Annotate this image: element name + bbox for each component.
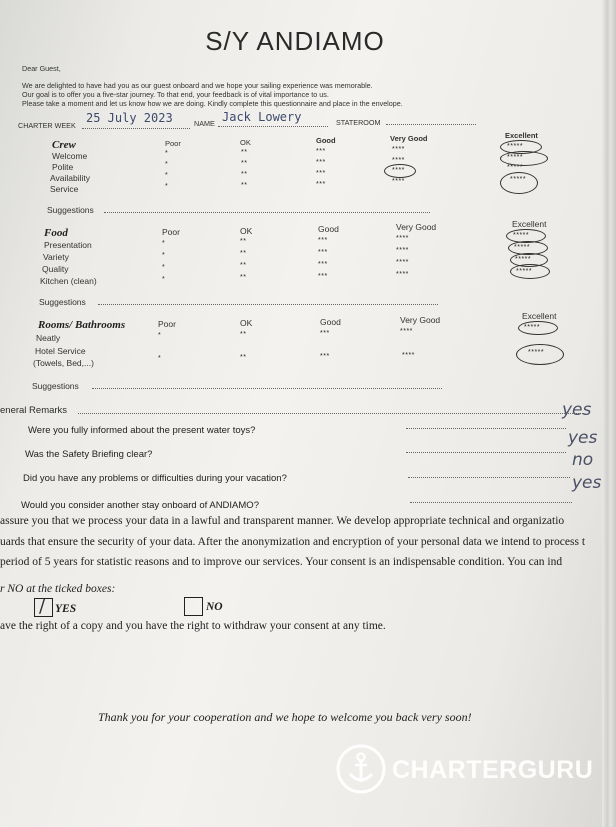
rooms-header-poor: Poor xyxy=(158,319,176,329)
crew-section-title: Crew xyxy=(52,139,76,151)
crew-item: Welcome xyxy=(52,151,88,161)
rating-excellent: ***** xyxy=(507,143,524,150)
rating-poor: * xyxy=(162,240,166,247)
food-item: Quality xyxy=(42,264,69,274)
rating-excellent: ***** xyxy=(516,268,533,275)
greeting: Dear Guest, xyxy=(22,64,61,73)
general-remarks-line[interactable] xyxy=(78,413,583,414)
rating-very-good: **** xyxy=(392,167,405,174)
rating-very-good: **** xyxy=(396,247,409,254)
rating-poor: * xyxy=(165,161,169,168)
rating-poor: * xyxy=(165,183,169,190)
rating-very-good: **** xyxy=(396,271,409,278)
crew-header-poor: Poor xyxy=(165,139,181,148)
rating-ok: ** xyxy=(241,160,248,167)
question-text: Was the Safety Briefing clear? xyxy=(25,449,153,460)
food-item: Presentation xyxy=(44,240,92,250)
paper-stack-edge xyxy=(602,0,616,827)
food-item: Kitchen (clean) xyxy=(40,276,97,286)
yes-label: YES xyxy=(55,603,77,615)
name-label: NAME xyxy=(194,119,215,128)
crew-suggestions-line[interactable] xyxy=(104,212,430,213)
rating-ok: ** xyxy=(240,250,247,257)
rating-very-good: **** xyxy=(396,235,409,242)
page-title: S/Y ANDIAMO xyxy=(205,26,385,56)
stateroom-line xyxy=(386,124,476,125)
rating-ok: ** xyxy=(240,238,247,245)
food-header-very-good: Very Good xyxy=(396,222,437,232)
rating-excellent: ***** xyxy=(515,256,532,263)
rating-good: *** xyxy=(318,237,328,244)
name-value: Jack Lowery xyxy=(222,110,302,124)
rating-very-good: **** xyxy=(392,178,405,185)
rating-ok: ** xyxy=(241,171,248,178)
rating-excellent: ***** xyxy=(514,244,531,251)
rating-excellent: ***** xyxy=(507,154,524,161)
selection-circle xyxy=(510,264,550,279)
rating-poor: * xyxy=(165,172,169,179)
watermark-text: CHARTERGURU xyxy=(392,756,594,784)
rating-poor: * xyxy=(162,264,166,271)
crew-item: Service xyxy=(50,184,79,194)
food-header-good: Good xyxy=(318,224,339,234)
intro-line: Our goal is to offer you a five-star journey. To that end, your feedback is of vital importance to us. xyxy=(22,90,329,99)
rating-ok: ** xyxy=(240,262,247,269)
rating-poor: * xyxy=(158,332,162,339)
rating-good: *** xyxy=(318,273,328,280)
rating-poor: * xyxy=(165,150,169,157)
rating-ok: ** xyxy=(240,331,247,338)
rating-good: *** xyxy=(318,261,328,268)
rooms-item: Hotel Service xyxy=(35,346,86,356)
privacy-text: uards that ensure the security of your data. After the anonymization and encryption of your personal data we intend to process t xyxy=(0,536,586,548)
rating-very-good: **** xyxy=(400,328,413,335)
rating-good: *** xyxy=(320,330,330,337)
question-text: Would you consider another stay onboard of ANDIAMO? xyxy=(21,500,259,511)
answer-line[interactable] xyxy=(406,428,566,429)
selection-circle xyxy=(518,321,558,335)
answer-line[interactable] xyxy=(406,452,566,453)
answer-text: yes xyxy=(562,400,592,420)
crew-header-very-good: Very Good xyxy=(390,134,428,143)
rooms-header-very-good: Very Good xyxy=(400,315,441,325)
no-checkbox[interactable] xyxy=(184,597,203,616)
rooms-item: Neatly xyxy=(36,333,61,343)
food-suggestions-line[interactable] xyxy=(98,304,438,305)
yes-checkbox[interactable] xyxy=(34,598,53,617)
food-header-poor: Poor xyxy=(162,227,180,237)
food-item: Variety xyxy=(43,252,69,262)
anchor-logo-icon xyxy=(336,744,386,794)
rating-poor: * xyxy=(162,276,166,283)
stateroom-label: STATEROOM xyxy=(336,118,381,127)
privacy-text: assure you that we process your data in a lawful and transparent manner. We develop appropriate technical and organizatio xyxy=(0,515,565,527)
rating-excellent: ***** xyxy=(510,176,527,183)
rooms-header-ok: OK xyxy=(240,318,253,328)
rooms-suggestions-label: Suggestions xyxy=(32,381,79,391)
rooms-item: (Towels, Bed,...) xyxy=(33,358,94,368)
food-suggestions-label: Suggestions xyxy=(39,297,86,307)
rooms-suggestions-line[interactable] xyxy=(92,388,442,389)
charter-week-label: CHARTER WEEK xyxy=(18,121,76,130)
name-line xyxy=(218,126,328,127)
intro-line: We are delighted to have had you as our guest onboard and we hope your sailing experience was memorable. xyxy=(22,81,373,90)
rating-good: *** xyxy=(316,159,326,166)
rating-excellent: ***** xyxy=(528,349,545,356)
selection-circle xyxy=(384,164,416,178)
rating-good: *** xyxy=(316,170,326,177)
rooms-header-good: Good xyxy=(320,317,341,327)
rating-good: *** xyxy=(316,181,326,188)
no-label: NO xyxy=(206,601,223,613)
rating-excellent: ***** xyxy=(524,324,541,331)
crew-item: Polite xyxy=(52,162,74,172)
selection-circle xyxy=(500,151,548,166)
selection-circle xyxy=(500,172,538,194)
question-text: Did you have any problems or difficulties during your vacation? xyxy=(23,473,287,484)
answer-line[interactable] xyxy=(410,502,572,503)
food-header-ok: OK xyxy=(240,226,253,236)
rating-poor: * xyxy=(162,252,166,259)
charter-week-line xyxy=(82,128,190,129)
crew-item: Availability xyxy=(50,173,91,183)
rating-excellent: ***** xyxy=(513,232,530,239)
rating-ok: ** xyxy=(240,354,247,361)
rating-very-good: **** xyxy=(392,146,405,153)
crew-suggestions-label: Suggestions xyxy=(47,205,94,215)
selection-circle xyxy=(516,344,564,365)
privacy-instruction: r NO at the ticked boxes: xyxy=(0,583,116,595)
rating-ok: ** xyxy=(241,149,248,156)
rating-very-good: **** xyxy=(392,157,405,164)
food-section-title: Food xyxy=(44,227,68,239)
privacy-rights: ave the right of a copy and you have the right to withdraw your consent at any time. xyxy=(0,620,386,632)
answer-text: yes xyxy=(568,428,598,448)
rooms-header-excellent: Excellent xyxy=(522,311,557,321)
rating-poor: * xyxy=(158,355,162,362)
charter-week-value: 25 July 2023 xyxy=(86,111,173,125)
check-mark: / xyxy=(39,596,46,617)
general-remarks-label: eneral Remarks xyxy=(0,405,68,416)
answer-line[interactable] xyxy=(408,477,570,478)
rating-ok: ** xyxy=(240,274,247,281)
food-header-excellent: Excellent xyxy=(512,219,547,229)
rating-ok: ** xyxy=(241,182,248,189)
answer-text: no xyxy=(572,450,594,470)
answer-text: yes xyxy=(572,473,602,493)
rating-very-good: **** xyxy=(396,259,409,266)
crew-header-ok: OK xyxy=(240,138,251,147)
crew-header-good: Good xyxy=(316,136,336,145)
rating-very-good: **** xyxy=(402,352,415,359)
rating-good: *** xyxy=(316,148,326,155)
thank-you-note: Thank you for your cooperation and we hope to welcome you back very soon! xyxy=(98,710,472,724)
rating-good: *** xyxy=(320,353,330,360)
rooms-section-title: Rooms/ Bathrooms xyxy=(38,319,126,331)
privacy-text: period of 5 years for statistic reasons and to improve our services. Your consent is an indispensable condition. You can ind xyxy=(0,556,563,568)
crew-header-excellent: Excellent xyxy=(505,131,538,140)
rating-good: *** xyxy=(318,249,328,256)
question-text: Were you fully informed about the present water toys? xyxy=(28,425,256,436)
intro-line: Please take a moment and let us know how we are doing. Kindly complete this questionnaire and place in the envelope. xyxy=(22,99,403,108)
rating-excellent: ***** xyxy=(507,164,524,171)
